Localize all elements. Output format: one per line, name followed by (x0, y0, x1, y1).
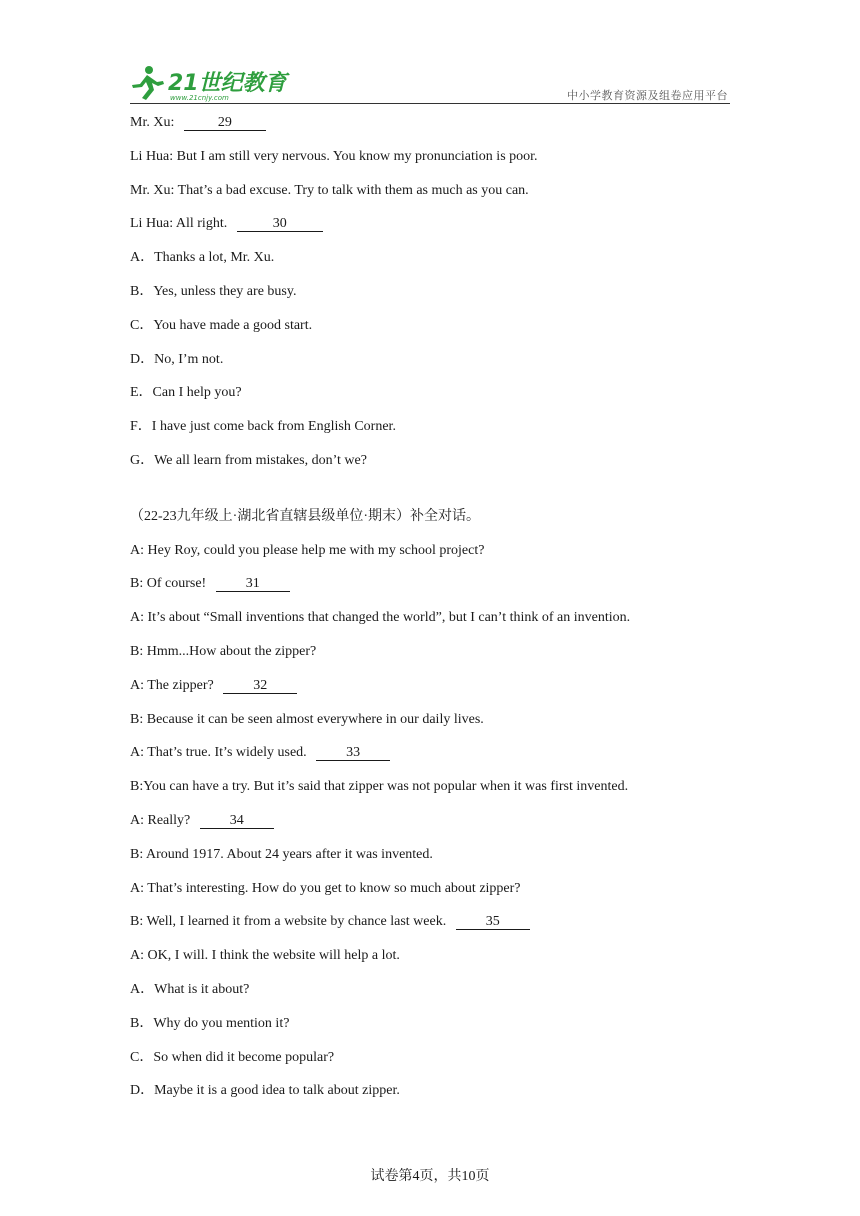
section1-dialogue (130, 113, 730, 248)
logo-url: www.21cnjy.com (170, 94, 229, 102)
dialogue-line: Mr. Xu: That’s a bad excuse. Try to talk with them as much as you can. (130, 182, 529, 198)
dialogue-line: Mr. Xu: 29 (130, 113, 730, 147)
question-title: （22-23九年级上·湖北省直辖县级单位·期末）补全对话。 (130, 508, 480, 524)
page-number: 试卷第4页，共10页 (370, 1169, 490, 1184)
page-header (130, 60, 730, 104)
dialogue-line: A: That’s true. It’s widely used. 33 (130, 743, 730, 777)
section1-options (130, 248, 730, 485)
answer-blank[interactable]: 29 (184, 115, 266, 131)
option-item: D．No, I’m not. (130, 351, 224, 367)
option-item: A．Thanks a lot, Mr. Xu. (130, 250, 275, 266)
runner-icon (132, 66, 164, 100)
dialogue-line: Li Hua: But I am still very nervous. You know my pronunciation is poor. (130, 148, 538, 164)
dialogue-line: A: That’s interesting. How do you get to know so much about zipper? (130, 880, 521, 896)
option-item: E．Can I help you? (130, 385, 242, 401)
page-content (130, 113, 730, 1115)
platform-name: 中小学教育资源及组卷应用平台 (567, 89, 728, 102)
section2-dialogue (130, 541, 730, 980)
dialogue-line: B: Hmm...How about the zipper? (130, 643, 317, 659)
option-item: G．We all learn from mistakes, don’t we? (130, 452, 367, 468)
section2-options (130, 980, 730, 1115)
site-logo (130, 64, 287, 102)
option-item: A．What is it about? (130, 981, 250, 997)
dialogue-line: A: OK, I will. I think the website will help a lot. (130, 948, 400, 964)
answer-blank[interactable]: 32 (223, 678, 297, 694)
option-item: B．Yes, unless they are busy. (130, 283, 297, 299)
dialogue-line: A: The zipper? 32 (130, 676, 730, 710)
option-item: F．I have just come back from English Corner. (130, 419, 396, 435)
answer-blank[interactable]: 30 (237, 216, 323, 232)
dialogue-line: A: Hey Roy, could you please help me with my school project? (130, 542, 485, 558)
answer-blank[interactable]: 35 (456, 914, 530, 930)
option-item: C．So when did it become popular? (130, 1049, 335, 1065)
dialogue-line: A: It’s about “Small inventions that changed the world”, but I can’t think of an invention. (130, 610, 631, 626)
dialogue-line: B: Well, I learned it from a website by chance last week. 35 (130, 912, 730, 946)
header-divider (130, 103, 730, 104)
dialogue-line: Li Hua: All right. 30 (130, 214, 730, 248)
dialogue-line: B: Around 1917. About 24 years after it was invented. (130, 846, 433, 862)
dialogue-line: B: Because it can be seen almost everywhere in our daily lives. (130, 711, 484, 727)
answer-blank[interactable]: 31 (216, 576, 290, 592)
dialogue-line: B: Of course! 31 (130, 574, 730, 608)
logo-wordmark: 21世纪教育 (168, 71, 287, 96)
answer-blank[interactable]: 33 (316, 745, 390, 761)
dialogue-line: B:You can have a try. But it’s said that zipper was not popular when it was first invented. (130, 779, 629, 795)
dialogue-line: A: Really? 34 (130, 811, 730, 845)
option-item: C．You have made a good start. (130, 317, 313, 333)
option-item: D．Maybe it is a good idea to talk about zipper. (130, 1083, 400, 1099)
answer-blank[interactable]: 34 (200, 813, 274, 829)
option-item: B．Why do you mention it? (130, 1015, 290, 1031)
